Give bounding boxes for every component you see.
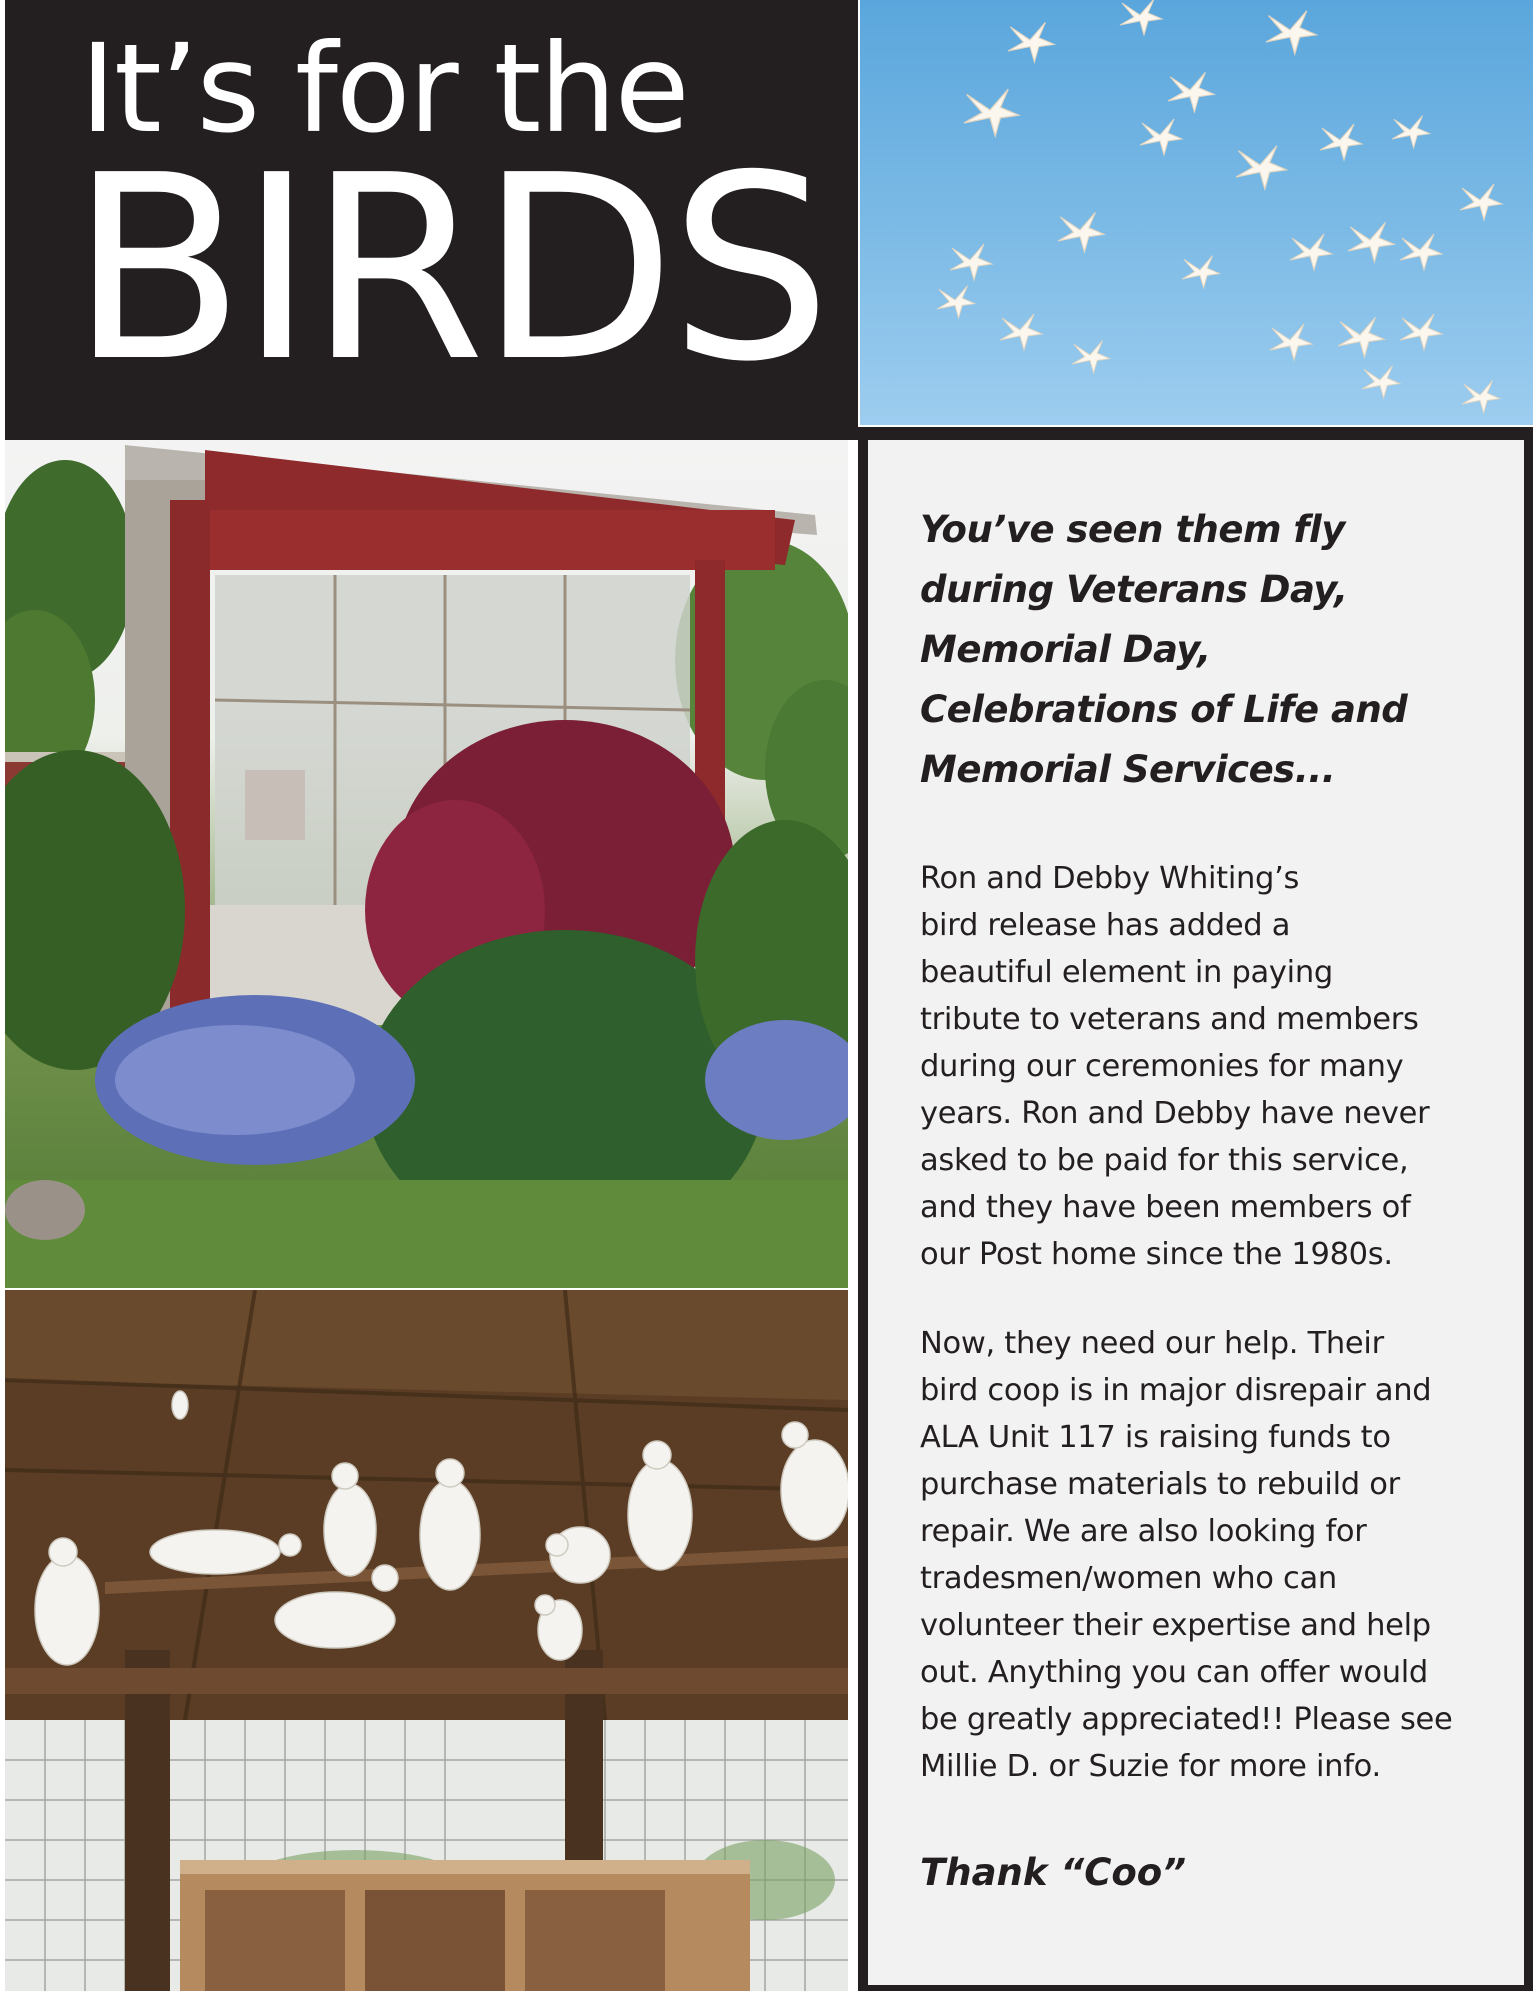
- flying-dove-icon: [1072, 341, 1110, 373]
- closing-line: Thank “Coo”: [920, 1851, 1187, 1894]
- flying-dove-icon: [1400, 234, 1442, 270]
- flying-doves-illustration: [860, 0, 1533, 425]
- flying-dove-icon: [1462, 381, 1500, 413]
- coop-exterior-photo: [5, 440, 848, 1288]
- title-line-2: BIRDS: [70, 121, 826, 418]
- flying-dove-icon: [1362, 366, 1400, 398]
- article-panel: [868, 440, 1524, 1985]
- flying-dove-icon: [964, 89, 1019, 136]
- title-block: [5, 0, 858, 440]
- intro-heading: You’ve seen them fly during Veterans Day, Memorial Day, Celebrations of Life and Memorial Services...: [920, 508, 1408, 791]
- flying-dove-icon: [1008, 22, 1054, 62]
- flying-dove-icon: [1000, 314, 1042, 350]
- body-paragraph-1: Ron and Debby Whiting’s bird release has added a beautiful element in paying tribute to veterans and members during our ceremonies for many years. Ron and Debby have never asked to be paid for this service, and they have been members of our Post home since the 1980s.: [920, 861, 1430, 1272]
- flying-dove-icon: [937, 286, 975, 318]
- flying-dove-icon: [1348, 222, 1394, 262]
- flying-dove-icon: [1460, 184, 1502, 220]
- flying-dove-icon: [1400, 314, 1442, 350]
- flying-dove-icon: [1320, 124, 1362, 160]
- flying-dove-icon: [1058, 212, 1104, 252]
- flying-dove-icon: [1290, 234, 1332, 270]
- flying-dove-icon: [1266, 11, 1316, 54]
- flying-dove-icon: [1392, 116, 1430, 148]
- coop-illustration: [5, 440, 848, 1288]
- flying-dove-icon: [1120, 0, 1162, 35]
- perched-doves-illustration: [5, 1290, 848, 1991]
- sky-doves-photo: [860, 0, 1533, 425]
- body-paragraph-2: Now, they need our help. Their bird coop is in major disrepair and ALA Unit 117 is raising funds to purchase materials to rebuild or repair. We are also looking for tradesmen/women who can volunteer their expertise and help out. Anything you can offer would be greatly appreciated!! Please see Millie D. or Suzie for more info.: [920, 1326, 1453, 1784]
- title-line-1: It’s for the: [80, 18, 688, 160]
- flying-dove-icon: [1140, 119, 1182, 155]
- flying-dove-icon: [1182, 256, 1220, 288]
- perched-doves-photo: [5, 1290, 848, 1991]
- flying-dove-icon: [1168, 72, 1214, 112]
- flying-dove-icon: [1236, 146, 1286, 189]
- flying-dove-icon: [950, 244, 992, 280]
- flying-dove-icon: [1270, 324, 1312, 360]
- flying-dove-icon: [1338, 317, 1384, 357]
